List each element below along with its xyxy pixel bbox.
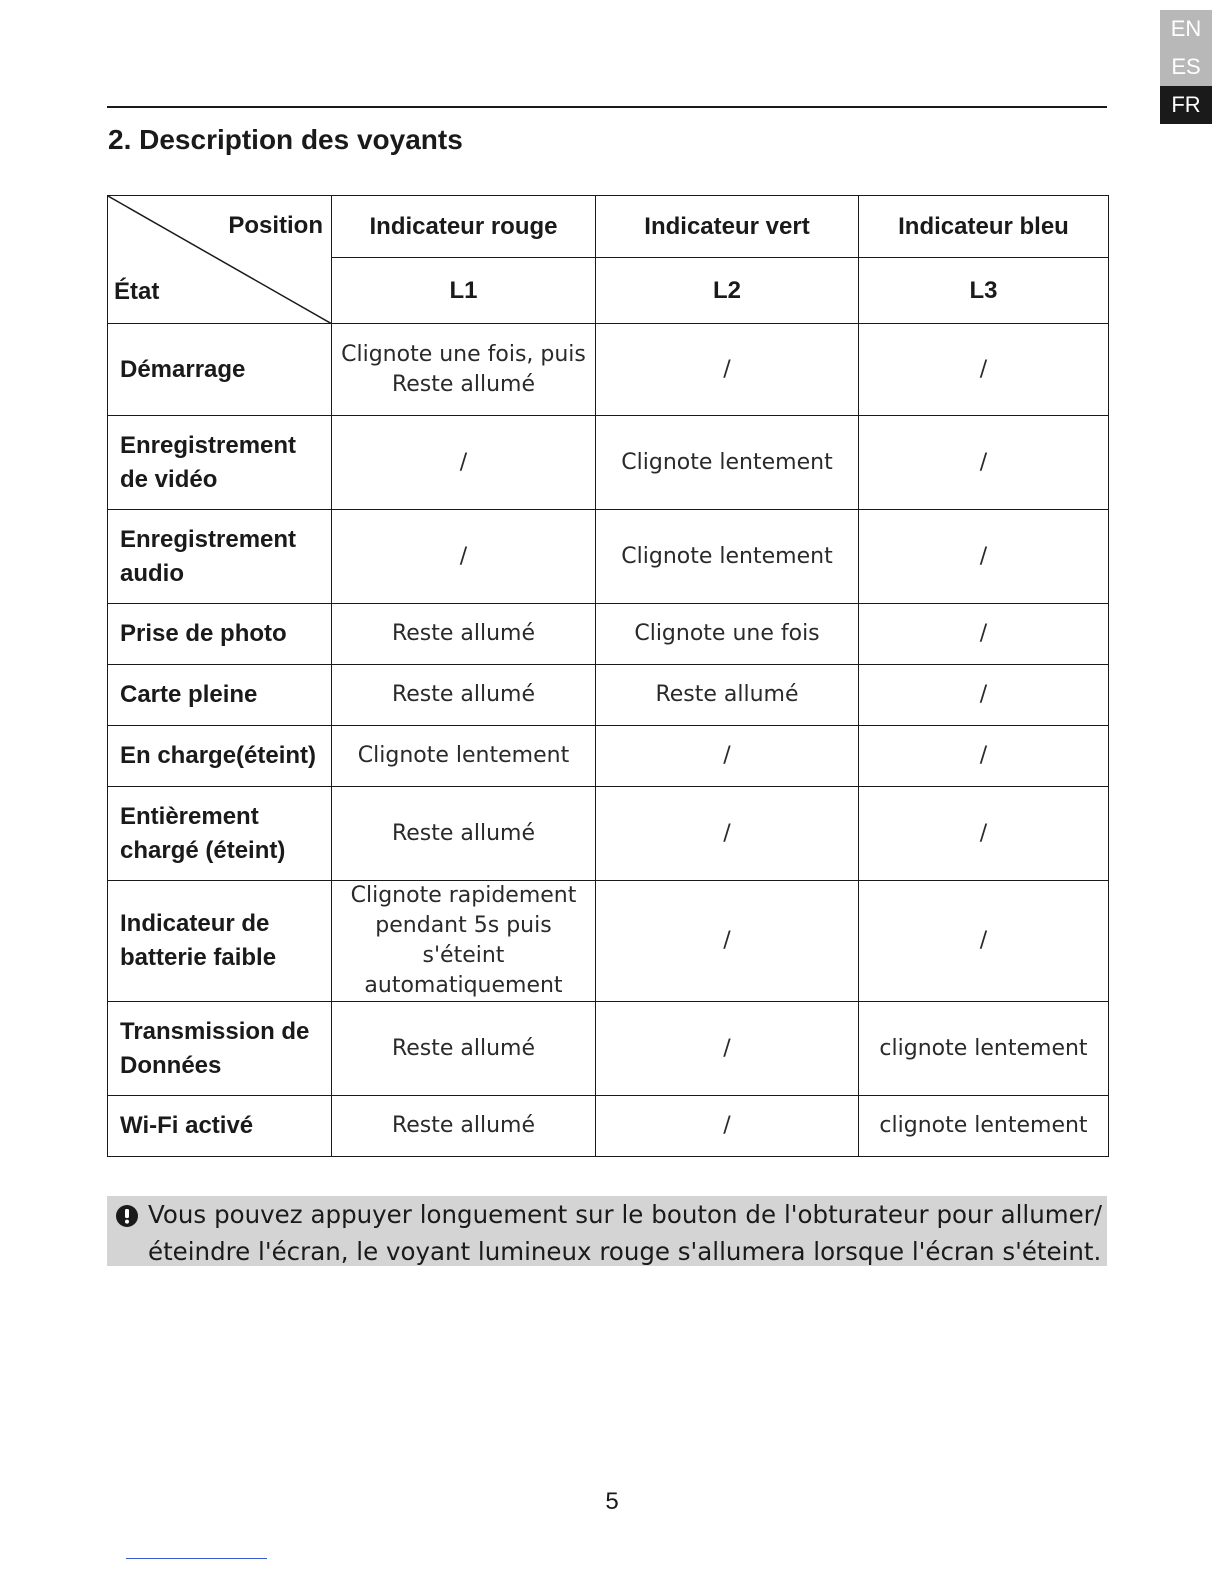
cell-l3-text: / (979, 449, 988, 475)
row-state-label: Démarrage (120, 355, 246, 383)
cell-l3-text: / (979, 621, 988, 646)
cell-l2 (596, 324, 859, 416)
cell-l1 (332, 416, 596, 510)
cell-l2 (596, 1096, 859, 1157)
row-state-cell (108, 324, 332, 416)
cell-l1-text: Reste allumé (391, 820, 536, 846)
cell-l3 (859, 881, 1109, 1002)
column-code-l2: L2 (596, 258, 859, 324)
cell-l1 (332, 324, 596, 416)
cell-l3 (859, 1096, 1109, 1157)
state-header: État (114, 278, 160, 305)
row-state-label: chargé (éteint) (120, 836, 286, 864)
column-code-l1: L1 (332, 258, 596, 324)
row-state-cell (108, 787, 332, 881)
cell-l1-text: / (459, 543, 468, 569)
row-state-cell (108, 726, 332, 787)
cell-l2-text: / (723, 743, 731, 768)
cell-l3 (859, 416, 1109, 510)
cell-l1-text: automatiquement (364, 973, 563, 998)
cell-l2 (596, 665, 859, 726)
row-state-label: batterie faible (120, 944, 277, 971)
row-state-label: Enregistrement (120, 525, 297, 553)
cell-l2 (596, 1002, 859, 1096)
cell-l2-text: Clignote lentement (621, 543, 833, 569)
cell-l1 (332, 1096, 596, 1157)
row-state-label: de vidéo (120, 465, 218, 493)
column-code-l3: L3 (859, 258, 1109, 324)
row-state-label: Enregistrement (120, 431, 297, 459)
row-state-label: Données (120, 1051, 222, 1079)
cell-l3 (859, 604, 1109, 665)
cell-l2-text: / (723, 1035, 731, 1061)
cell-l1 (332, 665, 596, 726)
cell-l2-text: Reste allumé (655, 682, 799, 707)
page-number: 5 (605, 1488, 619, 1515)
cell-l1-text: Clignote rapidement (350, 883, 577, 908)
row-state-cell (108, 1002, 332, 1096)
cell-l1 (332, 1002, 596, 1096)
cell-l1 (332, 881, 596, 1002)
cell-l2 (596, 604, 859, 665)
indicator-table (107, 195, 1109, 1157)
row-state-cell (108, 604, 332, 665)
cell-l2-text: / (723, 928, 731, 953)
cell-l3-text: / (979, 356, 988, 382)
cell-l3 (859, 1002, 1109, 1096)
table-row (108, 1002, 1109, 1096)
cell-l1-text: Clignote une fois, puis (341, 341, 586, 367)
cell-l1-text: Reste allumé (391, 1113, 536, 1138)
cell-l2-text: Clignote une fois (634, 621, 820, 646)
cell-l2 (596, 416, 859, 510)
cell-l3 (859, 510, 1109, 604)
row-state-label: Transmission de (120, 1017, 310, 1045)
cell-l3-text: / (979, 820, 988, 846)
cell-l2 (596, 881, 859, 1002)
row-state-cell (108, 665, 332, 726)
row-state-label: Carte pleine (120, 681, 258, 708)
cell-l1 (332, 604, 596, 665)
language-tab-en[interactable]: EN (1160, 10, 1212, 48)
table-row (108, 726, 1109, 787)
cell-l2-text: / (723, 356, 731, 382)
section-title: 2. Description des voyants (108, 124, 463, 155)
cell-l3-text: / (979, 543, 988, 569)
row-state-label: Entièrement (120, 802, 259, 830)
column-header-red: Indicateur rouge (332, 196, 596, 258)
cell-l3 (859, 726, 1109, 787)
table-row (108, 787, 1109, 881)
cell-l2-text: / (723, 820, 731, 846)
row-state-cell (108, 510, 332, 604)
cell-l1 (332, 510, 596, 604)
row-state-cell (108, 881, 332, 1002)
cell-l2 (596, 787, 859, 881)
cell-l1 (332, 787, 596, 881)
corner-header-cell (108, 196, 332, 324)
row-state-label: Wi-Fi activé (120, 1112, 254, 1139)
column-header-blue: Indicateur bleu (859, 196, 1109, 258)
row-state-label: audio (120, 559, 184, 587)
cell-l3-text: clignote lentement (879, 1035, 1088, 1061)
row-state-cell (108, 1096, 332, 1157)
language-tab-es[interactable]: ES (1160, 48, 1212, 86)
table-row (108, 881, 1109, 1002)
table-row (108, 510, 1109, 604)
row-state-label: Prise de photo (120, 620, 287, 647)
position-header: Position (228, 212, 323, 239)
language-tab-fr[interactable]: FR (1160, 86, 1212, 124)
cell-l2-text: Clignote lentement (621, 449, 833, 475)
footer-link-underline (126, 1558, 267, 1559)
row-state-label: Indicateur de (120, 910, 270, 937)
table-row (108, 604, 1109, 665)
cell-l1-text: Reste allumé (391, 621, 536, 646)
cell-l2-text: / (723, 1113, 731, 1138)
table-row (108, 416, 1109, 510)
cell-l2 (596, 510, 859, 604)
cell-l1 (332, 726, 596, 787)
note-text: Vous pouvez appuyer longuement sur le bouton de l'obturateur pour allumer/ éteindre l'écran, le voyant lumineux rouge s'allumera lorsque l'écran s'éteint. (148, 1200, 1102, 1266)
language-tabs (1160, 10, 1212, 124)
exclamation-circle-icon (115, 1204, 139, 1228)
row-state-cell (108, 416, 332, 510)
note-box (107, 1196, 1107, 1266)
table-row (108, 1096, 1109, 1157)
cell-l1-text: pendant 5s puis s'éteint (375, 913, 552, 968)
cell-l1-text: Reste allumé (391, 682, 536, 707)
cell-l3 (859, 665, 1109, 726)
cell-l1-text: Clignote lentement (357, 743, 570, 768)
cell-l3 (859, 787, 1109, 881)
cell-l3-text: / (979, 682, 988, 707)
table-row (108, 665, 1109, 726)
row-state-label: En charge(éteint) (120, 742, 317, 769)
cell-l1-text: Reste allumé (391, 1035, 536, 1061)
cell-l2 (596, 726, 859, 787)
cell-l3-text: / (979, 743, 988, 768)
cell-l1-text: Reste allumé (391, 371, 536, 397)
cell-l3-text: clignote lentement (879, 1113, 1088, 1138)
cell-l1-text: / (459, 449, 468, 475)
cell-l3-text: / (979, 928, 988, 953)
column-header-green: Indicateur vert (596, 196, 859, 258)
header-rule (107, 106, 1107, 108)
cell-l3 (859, 324, 1109, 416)
table-row (108, 324, 1109, 416)
